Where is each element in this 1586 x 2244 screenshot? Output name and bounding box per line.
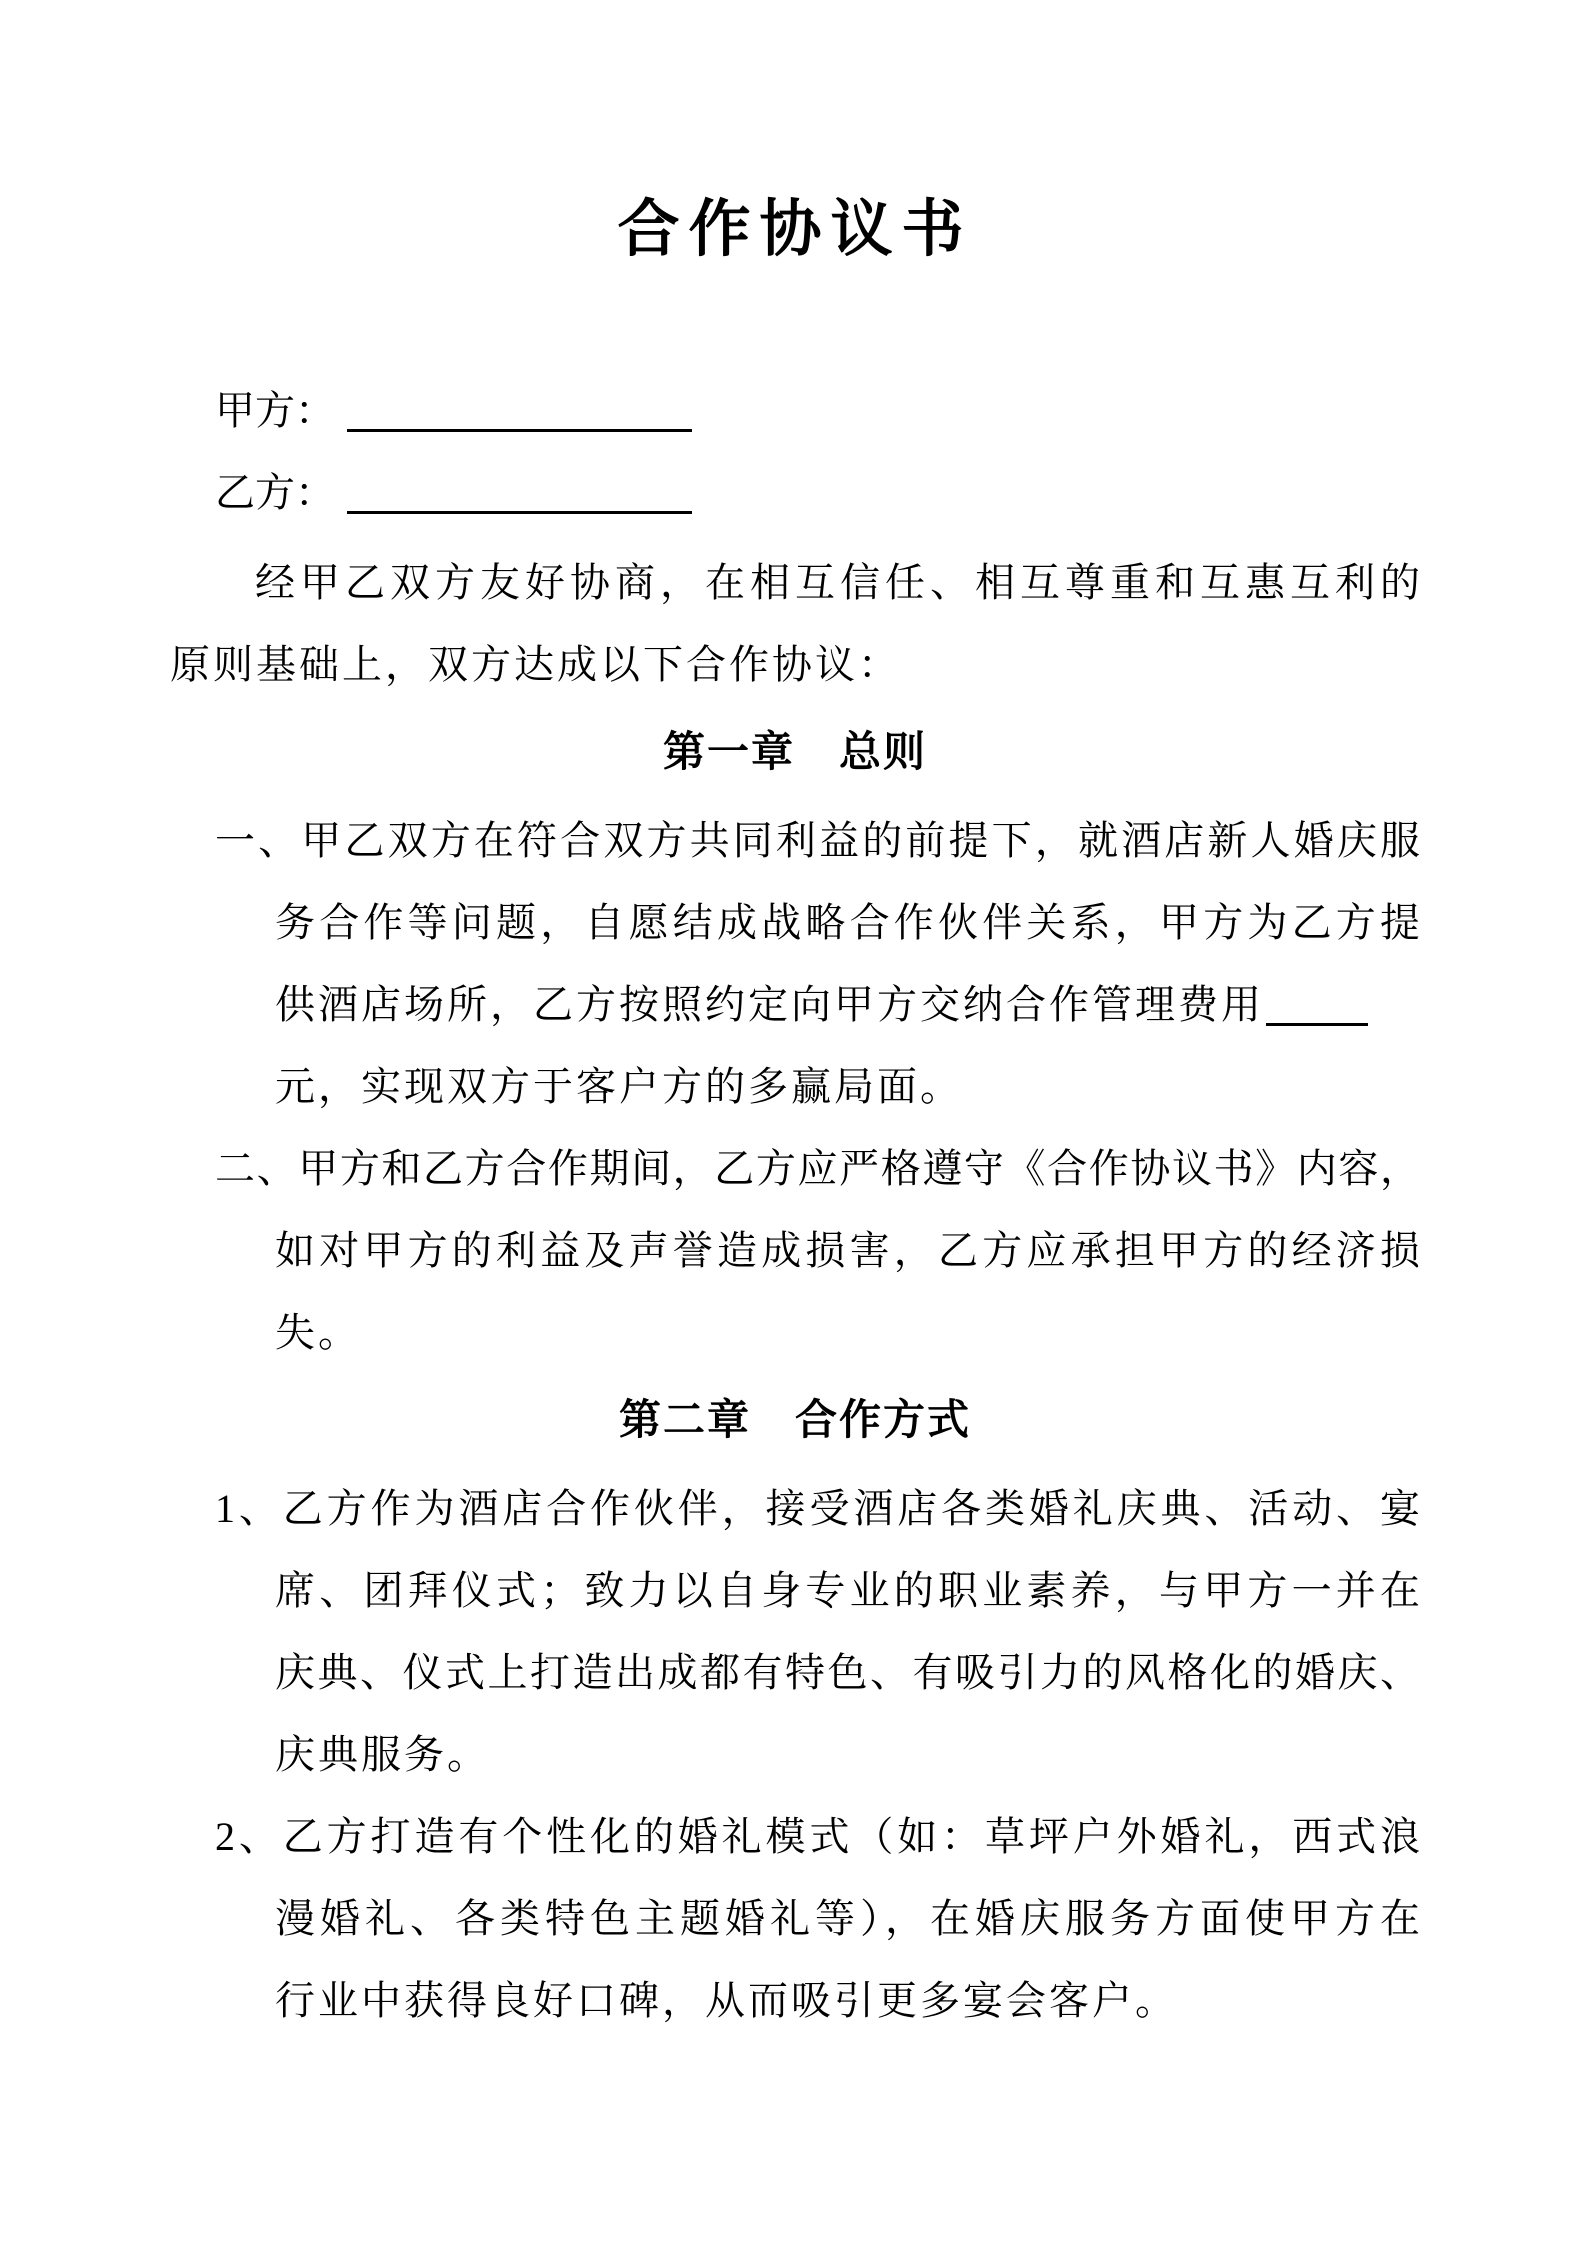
contract-text-line: 2、乙方打造有个性化的婚礼模式（如：草坪户外婚礼，西式浪 bbox=[215, 1814, 1420, 1859]
contract-text-line: 行业中获得良好口碑，从而吸引更多宴会客户。 bbox=[275, 1978, 1178, 2023]
contract-text-line: 漫婚礼、各类特色主题婚礼等），在婚庆服务方面使甲方在 bbox=[275, 1896, 1420, 1941]
contract-text-line: 庆典服务。 bbox=[275, 1732, 490, 1777]
chapter-1-heading: 第一章 总则 bbox=[662, 730, 927, 776]
document-title: 合作协议书 bbox=[617, 196, 973, 264]
contract-text-line: 二、甲方和乙方合作期间，乙方应严格遵守《合作协议书》内容， bbox=[215, 1146, 1420, 1191]
party-a-line bbox=[170, 370, 1420, 452]
contract-text-line-with-blank bbox=[170, 964, 1420, 1046]
contract-text-line: 庆典、仪式上打造出成都有特色、有吸引力的风格化的婚庆、 bbox=[275, 1650, 1420, 1695]
intro-line-1: 经甲乙双方友好协商，在相互信任、相互尊重和互惠互利的 bbox=[255, 560, 1420, 605]
party-a-label: 甲方： bbox=[215, 388, 335, 433]
party-a-blank-line bbox=[347, 385, 692, 432]
fee-clause-text: 供酒店场所，乙方按照约定向甲方交纳合作管理费用 bbox=[275, 982, 1264, 1027]
party-b-blank-line bbox=[347, 467, 692, 514]
party-b-label: 乙方： bbox=[215, 470, 335, 515]
intro-line-2: 原则基础上，双方达成以下合作协议： bbox=[170, 642, 901, 687]
contract-text-line: 一、甲乙双方在符合双方共同利益的前提下，就酒店新人婚庆服 bbox=[215, 818, 1420, 863]
contract-text-line: 1、乙方作为酒店合作伙伴，接受酒店各类婚礼庆典、活动、宴 bbox=[215, 1486, 1420, 1531]
contract-text-line: 如对甲方的利益及声誉造成损害，乙方应承担甲方的经济损 bbox=[275, 1228, 1420, 1273]
contract-text-line: 席、团拜仪式；致力以自身专业的职业素养，与甲方一并在 bbox=[275, 1568, 1420, 1613]
contract-text-line: 元，实现双方于客户方的多赢局面。 bbox=[275, 1064, 963, 1109]
party-b-line bbox=[170, 452, 1420, 534]
intro-paragraph bbox=[170, 542, 1420, 706]
chapter-2-heading: 第二章 合作方式 bbox=[618, 1398, 971, 1444]
contract-text-line: 务合作等问题，自愿结成战略合作伙伴关系，甲方为乙方提 bbox=[275, 900, 1420, 945]
contract-text-line: 失。 bbox=[275, 1310, 361, 1355]
fee-blank-line bbox=[1266, 979, 1368, 1026]
